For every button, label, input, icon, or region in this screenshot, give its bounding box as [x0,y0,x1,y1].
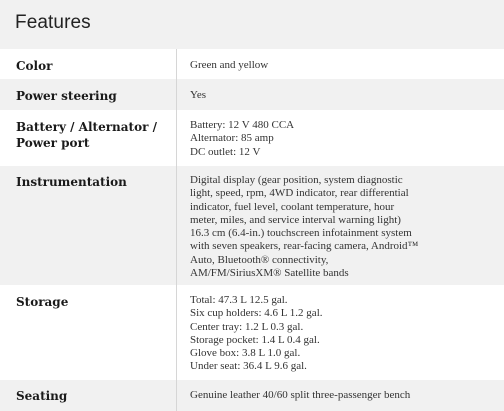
spec-label-instrumentation: Instrumentation [16,175,127,189]
spec-label-power-steering: Power steering [16,89,117,103]
spec-label-battery [16,119,157,151]
spec-value-battery [190,119,490,159]
spec-label-color: Color [16,59,53,73]
value-line: DC outlet: 12 V [190,145,261,158]
spec-value-storage [190,294,490,374]
spec-row-instrumentation [0,166,504,285]
value-line: Under seat: 36.4 L 9.6 gal. [190,360,307,373]
value-line: Green and yellow [190,59,269,71]
label-line: Battery / Alternator / [16,120,157,134]
column-divider [176,110,177,166]
value-line: meter, miles, and service interval warning light) [190,213,401,226]
column-divider [176,49,177,79]
column-divider [176,79,177,110]
spec-row-power-steering [0,79,504,110]
value-line: indicator, fuel level, coolant temperature, hour [190,200,395,213]
value-line: Storage pocket: 1.4 L 0.4 gal. [190,333,320,346]
spec-row-battery [0,110,504,166]
value-line: Glove box: 3.8 L 1.0 gal. [190,347,301,360]
features-title: Features [15,12,91,33]
value-line: Yes [190,89,207,101]
spec-value-seating [190,389,490,402]
value-line: Auto, Bluetooth® connectivity, [190,253,329,266]
spec-value-instrumentation [190,174,490,280]
value-line: Battery: 12 V 480 CCA [190,119,295,131]
value-line: Center tray: 1.2 L 0.3 gal. [190,320,304,333]
value-line: Digital display (gear position, system diagnostic [190,174,403,186]
spec-row-color [0,49,504,79]
spec-row-storage [0,285,504,380]
value-line: Genuine leather 40/60 split three-passenger bench [190,389,411,401]
spec-value-power-steering [190,89,490,102]
spec-value-color [190,59,490,72]
column-divider [176,380,177,411]
value-line: Total: 47.3 L 12.5 gal. [190,294,288,306]
value-line: Six cup holders: 4.6 L 1.2 gal. [190,307,323,320]
value-line: Alternator: 85 amp [190,132,274,145]
value-line: AM/FM/SiriusXM® Satellite bands [190,267,349,280]
label-line: Power port [16,136,90,150]
value-line: with seven speakers, rear-facing camera, Android™ [190,240,419,253]
features-header [0,0,504,49]
value-line: light, speed, rpm, 4WD indicator, rear differential [190,187,409,200]
value-line: 16.3 cm (6.4-in.) touchscreen infotainment system [190,227,412,240]
column-divider [176,166,177,285]
spec-label-seating: Seating [16,389,68,403]
spec-label-storage: Storage [16,295,69,309]
spec-row-seating [0,380,504,411]
column-divider [176,285,177,380]
